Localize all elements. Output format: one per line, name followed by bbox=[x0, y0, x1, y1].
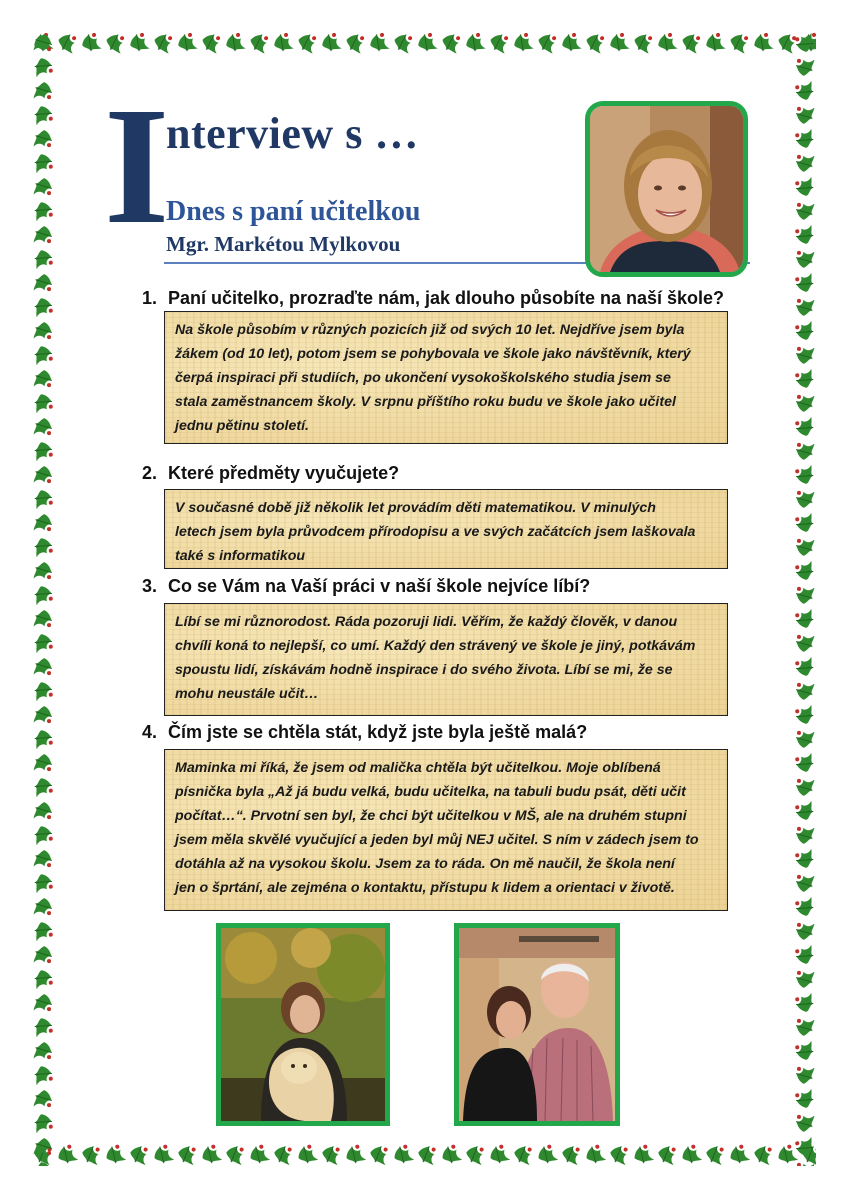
holly-sprig-icon bbox=[795, 225, 815, 246]
teacher-with-dog-photo bbox=[216, 923, 390, 1126]
holly-border-right bbox=[794, 32, 816, 1166]
holly-sprig-icon bbox=[34, 993, 54, 1014]
holly-sprig-icon bbox=[34, 417, 54, 438]
holly-sprig-icon bbox=[795, 177, 815, 198]
holly-sprig-icon bbox=[34, 393, 54, 414]
holly-sprig-icon bbox=[583, 1144, 606, 1166]
holly-sprig-icon bbox=[439, 1144, 462, 1166]
answer-line: V současné době již několik let provádím děti matematikou. V minulých bbox=[175, 500, 656, 516]
holly-sprig-icon bbox=[795, 1065, 815, 1086]
holly-sprig-icon bbox=[704, 32, 726, 53]
question-text: Co se Vám na Vaší práci v naší škole nejvíce líbí? bbox=[168, 576, 591, 596]
holly-sprig-icon bbox=[795, 105, 815, 126]
holly-sprig-icon bbox=[584, 32, 607, 54]
holly-sprig-icon bbox=[440, 32, 463, 54]
holly-sprig-icon bbox=[795, 825, 815, 846]
answer-line: Maminka mi říká, že jsem od malička chtěla být učitelkou. Moje oblíbená bbox=[175, 760, 661, 776]
holly-sprig-icon bbox=[224, 32, 246, 53]
holly-sprig-icon bbox=[512, 1144, 534, 1165]
holly-sprig-icon bbox=[656, 1144, 678, 1165]
holly-sprig-icon bbox=[608, 32, 630, 53]
question-text: Paní učitelko, prozraďte nám, jak dlouho působíte na naší škole? bbox=[168, 288, 725, 308]
holly-sprig-icon bbox=[795, 609, 815, 630]
holly-sprig-icon bbox=[752, 1144, 774, 1165]
holly-sprig-icon bbox=[34, 1113, 54, 1134]
holly-sprig-icon bbox=[795, 393, 815, 414]
holly-sprig-icon bbox=[535, 1144, 558, 1166]
holly-sprig-icon bbox=[487, 1144, 510, 1166]
holly-sprig-icon bbox=[34, 369, 54, 390]
holly-sprig-icon bbox=[34, 585, 54, 606]
holly-sprig-icon bbox=[464, 1144, 486, 1165]
holly-sprig-icon bbox=[320, 1144, 342, 1165]
holly-sprig-icon bbox=[795, 1089, 815, 1110]
answer-line: také s informatikou bbox=[175, 548, 306, 564]
holly-sprig-icon bbox=[199, 1144, 222, 1166]
holly-sprig-icon bbox=[488, 32, 511, 54]
answer-box-1 bbox=[164, 311, 728, 444]
holly-sprig-icon bbox=[34, 321, 54, 342]
teacher-name: Mgr. Markétou Mylkovou bbox=[166, 232, 401, 256]
holly-sprig-icon bbox=[247, 1144, 270, 1166]
holly-border-left bbox=[32, 32, 54, 1166]
holly-sprig-icon bbox=[464, 32, 486, 53]
holly-sprig-icon bbox=[795, 321, 815, 342]
answer-line: spoustu lidí, získávám hodně inspirace i do svého života. Líbí se mi, že se bbox=[175, 662, 673, 678]
holly-sprig-icon bbox=[34, 633, 54, 654]
holly-sprig-icon bbox=[56, 32, 79, 54]
holly-sprig-icon bbox=[34, 249, 54, 270]
holly-sprig-icon bbox=[795, 849, 815, 870]
answer-line: mohu neustále učit… bbox=[175, 686, 319, 702]
holly-sprig-icon bbox=[795, 873, 815, 894]
holly-sprig-icon bbox=[272, 32, 294, 53]
holly-sprig-icon bbox=[34, 1017, 54, 1038]
page-subtitle: Dnes s paní učitelkou bbox=[166, 196, 421, 227]
holly-sprig-icon bbox=[34, 561, 54, 582]
holly-sprig-icon bbox=[795, 513, 815, 534]
holly-sprig-icon bbox=[795, 633, 815, 654]
question-number: 4. bbox=[142, 722, 158, 742]
holly-sprig-icon bbox=[80, 1144, 102, 1165]
holly-sprig-icon bbox=[560, 1144, 582, 1165]
holly-sprig-icon bbox=[679, 1144, 702, 1166]
holly-sprig-icon bbox=[795, 1113, 815, 1134]
holly-sprig-icon bbox=[296, 32, 319, 54]
holly-sprig-icon bbox=[34, 1161, 54, 1166]
holly-sprig-icon bbox=[795, 201, 815, 222]
answer-line: písnička byla „Až já budu velká, budu učitelka, na tabuli budu psát, děti učit bbox=[175, 784, 686, 800]
question-text: Které předměty vyučujete? bbox=[168, 463, 400, 483]
holly-sprig-icon bbox=[34, 513, 54, 534]
holly-sprig-icon bbox=[34, 57, 54, 78]
holly-sprig-icon bbox=[55, 1144, 78, 1166]
holly-sprig-icon bbox=[680, 32, 703, 54]
holly-sprig-icon bbox=[795, 273, 815, 294]
holly-sprig-icon bbox=[34, 1065, 54, 1086]
answer-line: chvíli koná to nejlepší, co umí. Každý den strávený ve škole je jiný, potkávám bbox=[175, 638, 696, 654]
teacher-portrait-photo bbox=[585, 101, 748, 277]
holly-sprig-icon bbox=[34, 129, 54, 150]
question-2 bbox=[142, 463, 399, 484]
holly-sprig-icon bbox=[795, 1161, 815, 1166]
holly-sprig-icon bbox=[34, 897, 54, 918]
holly-sprig-icon bbox=[128, 1144, 150, 1165]
holly-sprig-icon bbox=[795, 33, 815, 54]
holly-sprig-icon bbox=[795, 57, 815, 78]
holly-sprig-icon bbox=[34, 273, 54, 294]
answer-line: jen o šprtání, ale zejména o kontaktu, přístupu k lidem a orientaci v životě. bbox=[175, 880, 675, 896]
holly-border-bottom bbox=[32, 1144, 816, 1166]
answer-line: dotáhla až na vysokou školu. Jsem za to ráda. On mě naučil, že škola není bbox=[175, 856, 675, 872]
holly-sprig-icon bbox=[34, 657, 54, 678]
holly-sprig-icon bbox=[34, 345, 54, 366]
holly-sprig-icon bbox=[795, 897, 815, 918]
holly-sprig-icon bbox=[224, 1144, 246, 1165]
holly-sprig-icon bbox=[512, 32, 534, 53]
holly-sprig-icon bbox=[34, 801, 54, 822]
answer-line: letech jsem byla průvodcem přírodopisu a ve svých začátcích jsem laškovala bbox=[175, 524, 696, 540]
holly-sprig-icon bbox=[34, 1041, 54, 1062]
holly-sprig-icon bbox=[795, 153, 815, 174]
holly-sprig-icon bbox=[795, 81, 815, 102]
holly-sprig-icon bbox=[151, 1144, 174, 1166]
holly-sprig-icon bbox=[344, 32, 367, 54]
holly-sprig-icon bbox=[795, 993, 815, 1014]
question-number: 1. bbox=[142, 288, 158, 308]
holly-sprig-icon bbox=[176, 32, 198, 53]
holly-sprig-icon bbox=[656, 32, 678, 53]
holly-sprig-icon bbox=[34, 441, 54, 462]
holly-sprig-icon bbox=[608, 1144, 630, 1165]
holly-sprig-icon bbox=[704, 1144, 726, 1165]
holly-sprig-icon bbox=[34, 777, 54, 798]
holly-sprig-icon bbox=[795, 945, 815, 966]
holly-sprig-icon bbox=[752, 32, 774, 53]
answer-box-3 bbox=[164, 603, 728, 716]
holly-sprig-icon bbox=[795, 729, 815, 750]
holly-sprig-icon bbox=[536, 32, 559, 54]
holly-sprig-icon bbox=[795, 777, 815, 798]
holly-sprig-icon bbox=[200, 32, 223, 54]
holly-sprig-icon bbox=[104, 32, 127, 54]
holly-sprig-icon bbox=[248, 32, 271, 54]
answer-line: jsem měla skvělé vyučující a jeden byl můj NEJ učitel. S ním v zádech jsem to bbox=[175, 832, 699, 848]
holly-sprig-icon bbox=[34, 1137, 54, 1158]
holly-sprig-icon bbox=[34, 729, 54, 750]
holly-sprig-icon bbox=[795, 1041, 815, 1062]
holly-sprig-icon bbox=[34, 225, 54, 246]
holly-sprig-icon bbox=[34, 921, 54, 942]
holly-sprig-icon bbox=[391, 1144, 414, 1166]
holly-sprig-icon bbox=[728, 32, 751, 54]
holly-sprig-icon bbox=[343, 1144, 366, 1166]
holly-sprig-icon bbox=[795, 753, 815, 774]
teacher-with-man-photo bbox=[454, 923, 620, 1126]
holly-sprig-icon bbox=[34, 81, 54, 102]
holly-sprig-icon bbox=[795, 129, 815, 150]
holly-sprig-icon bbox=[795, 489, 815, 510]
holly-sprig-icon bbox=[34, 105, 54, 126]
holly-sprig-icon bbox=[560, 32, 582, 53]
holly-sprig-icon bbox=[34, 201, 54, 222]
holly-sprig-icon bbox=[795, 249, 815, 270]
holly-sprig-icon bbox=[727, 1144, 750, 1166]
holly-sprig-icon bbox=[34, 825, 54, 846]
holly-sprig-icon bbox=[320, 32, 342, 53]
holly-sprig-icon bbox=[795, 297, 815, 318]
holly-sprig-icon bbox=[272, 1144, 294, 1165]
question-3 bbox=[142, 576, 590, 597]
holly-sprig-icon bbox=[34, 153, 54, 174]
question-number: 2. bbox=[142, 463, 158, 483]
holly-sprig-icon bbox=[34, 297, 54, 318]
holly-sprig-icon bbox=[795, 921, 815, 942]
holly-sprig-icon bbox=[34, 33, 54, 54]
holly-sprig-icon bbox=[34, 945, 54, 966]
holly-sprig-icon bbox=[34, 753, 54, 774]
answer-box-2 bbox=[164, 489, 728, 569]
answer-line: Na škole působím v různých pozicích již od svých 10 let. Nejdříve jsem byla bbox=[175, 322, 685, 338]
holly-sprig-icon bbox=[368, 1144, 390, 1165]
holly-sprig-icon bbox=[34, 177, 54, 198]
holly-sprig-icon bbox=[34, 489, 54, 510]
holly-sprig-icon bbox=[295, 1144, 318, 1166]
holly-sprig-icon bbox=[34, 969, 54, 990]
holly-sprig-icon bbox=[416, 32, 438, 53]
holly-sprig-icon bbox=[34, 537, 54, 558]
page-title: nterview s … bbox=[166, 109, 419, 158]
holly-sprig-icon bbox=[795, 969, 815, 990]
answer-line: čerpá inspiraci při studiích, po ukončení vysokoškolského studia jsem se bbox=[175, 370, 671, 386]
answer-line: Líbí se mi různorodost. Ráda pozoruji lidi. Věřím, že každý člověk, v danou bbox=[175, 614, 678, 630]
title-initial: I bbox=[104, 73, 170, 259]
question-number: 3. bbox=[142, 576, 158, 596]
holly-sprig-icon bbox=[34, 1089, 54, 1110]
holly-sprig-icon bbox=[795, 705, 815, 726]
holly-sprig-icon bbox=[795, 417, 815, 438]
holly-sprig-icon bbox=[368, 32, 390, 53]
holly-sprig-icon bbox=[128, 32, 150, 53]
holly-sprig-icon bbox=[795, 585, 815, 606]
holly-sprig-icon bbox=[632, 32, 655, 54]
holly-sprig-icon bbox=[795, 561, 815, 582]
holly-sprig-icon bbox=[152, 32, 175, 54]
holly-border-top bbox=[32, 32, 816, 54]
holly-sprig-icon bbox=[795, 345, 815, 366]
holly-sprig-icon bbox=[795, 801, 815, 822]
holly-sprig-icon bbox=[34, 705, 54, 726]
question-1 bbox=[142, 288, 724, 309]
holly-sprig-icon bbox=[795, 1017, 815, 1038]
holly-sprig-icon bbox=[795, 681, 815, 702]
holly-sprig-icon bbox=[34, 849, 54, 870]
holly-sprig-icon bbox=[103, 1144, 126, 1166]
holly-sprig-icon bbox=[795, 657, 815, 678]
holly-sprig-icon bbox=[392, 32, 415, 54]
holly-sprig-icon bbox=[795, 441, 815, 462]
holly-sprig-icon bbox=[416, 1144, 438, 1165]
answer-line: žákem (od 10 let), potom jsem se pohybovala ve škole jako návštěvník, který bbox=[175, 346, 691, 362]
holly-sprig-icon bbox=[795, 1137, 815, 1158]
answer-line: stala zaměstnancem školy. V srpnu příštího roku budu ve škole jako učitel bbox=[175, 394, 676, 410]
answer-line: počítat…“. Prvotní sen byl, že chci být učitelkou v MŠ, ale na druhém stupni bbox=[175, 808, 687, 824]
answer-line: jednu pětinu století. bbox=[175, 418, 309, 434]
holly-sprig-icon bbox=[795, 465, 815, 486]
holly-sprig-icon bbox=[80, 32, 102, 53]
holly-sprig-icon bbox=[631, 1144, 654, 1166]
holly-sprig-icon bbox=[34, 873, 54, 894]
answer-box-4 bbox=[164, 749, 728, 911]
holly-sprig-icon bbox=[795, 369, 815, 390]
holly-sprig-icon bbox=[176, 1144, 198, 1165]
holly-sprig-icon bbox=[34, 609, 54, 630]
holly-sprig-icon bbox=[795, 537, 815, 558]
holly-sprig-icon bbox=[34, 681, 54, 702]
question-4 bbox=[142, 722, 587, 743]
question-text: Čím jste se chtěla stát, když jste byla ještě malá? bbox=[168, 722, 588, 742]
holly-sprig-icon bbox=[34, 465, 54, 486]
